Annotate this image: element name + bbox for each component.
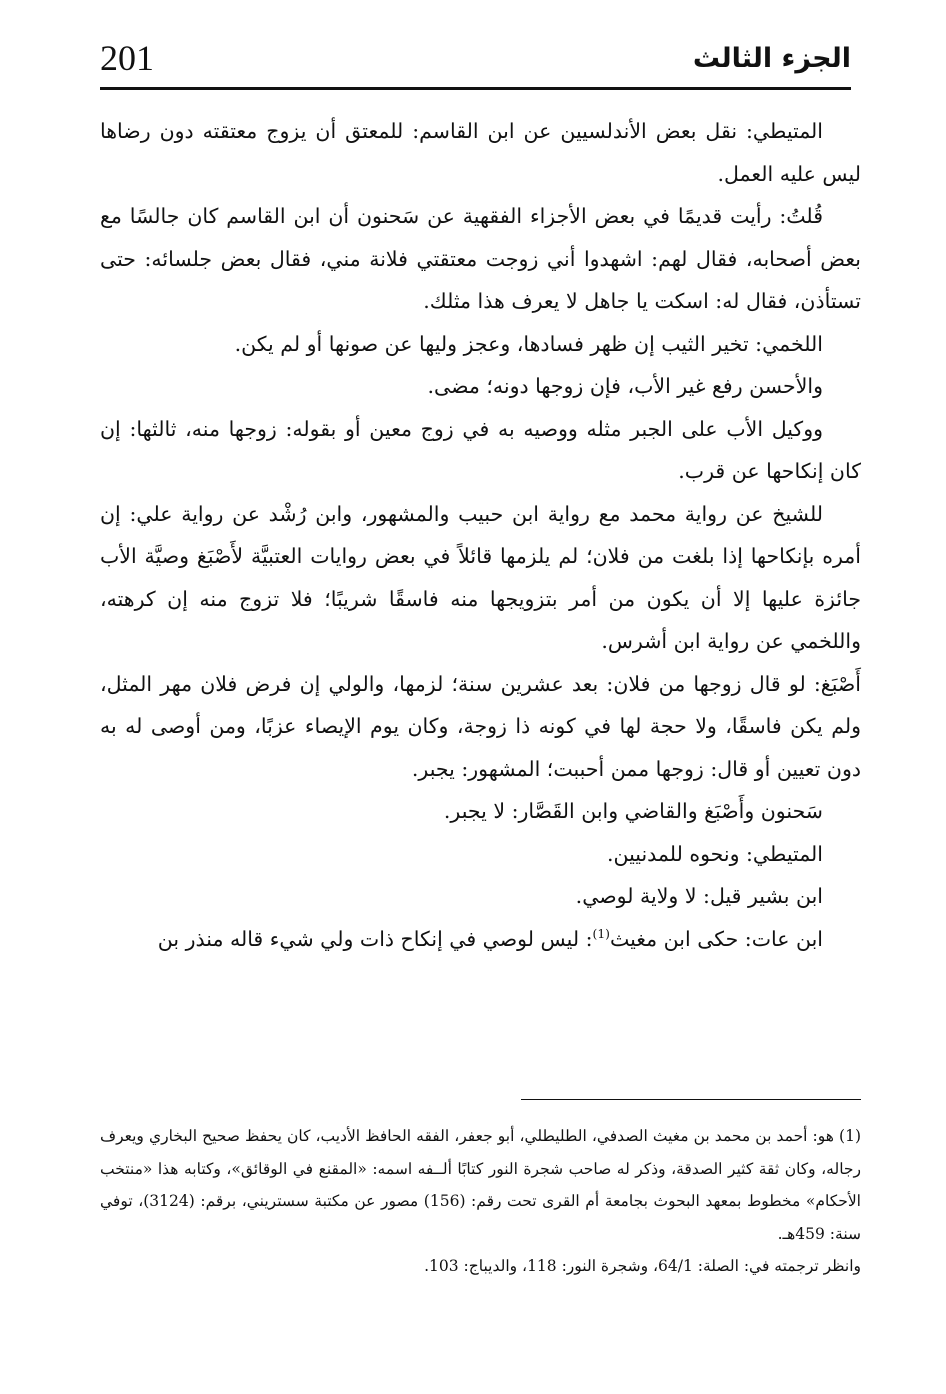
footnotes: [100, 1120, 861, 1283]
paragraph-11-start: ابن عات: حكى ابن مغيث: [609, 926, 823, 951]
paragraph-7: أَصْبَغ: لو قال زوجها من فلان: بعد عشرين سنة؛ لزمها، والولي إن فرض فلان مهر المثل، ولم يكن فاسقًا، ولا حجة لها في كونه ذا زوجة، وكان يوم الإيصاء عزبًا، ومن أوصى له به دون تعيين أو قال: زوجها ممن أحببت؛ المشهور: يجبر.: [100, 671, 861, 781]
footnote-1: (1) هو: أحمد بن محمد بن مغيث الصدفي، الطليطلي، أبو جعفر، الفقه الحافظ الأديب، كان يحفظ صحيح البخاري ويعرف رجاله، وكان ثقة كثير الصدقة، وذكر له صاحب شجرة النور كتابًا ألــفه اسمه: «المقنع في الوقائق»، وكتابه هذا «منتخب الأحكام» مخطوط بمعهد البحوث بجامعة أم القرى تحت رقم: (156) مصور عن مكتبة سستريني، برقم: (3124)، توفي سنة: 459هـ.: [100, 1127, 861, 1243]
footnote-separator: [521, 1099, 861, 1100]
paragraph-5: ووكيل الأب على الجبر مثله ووصيه به في زوج معين أو بقوله: زوجها منه، ثالثها: إن كان إنكاحها عن قرب.: [100, 416, 861, 483]
paragraph-3: اللخمي: تخير الثيب إن ظهر فسادها، وعجز وليها عن صونها أو لم يكن.: [234, 331, 823, 356]
header-rule: [100, 87, 851, 90]
paragraph-9: المتيطي: ونحوه للمدنيين.: [606, 841, 823, 866]
footnote-reference[interactable]: (1): [592, 926, 610, 941]
page-number: 201: [100, 38, 154, 78]
paragraph-8: سَحنون وأَصْبَغ والقاضي وابن القَصَّار: لا يجبر.: [443, 799, 823, 823]
page-header: [100, 36, 851, 90]
paragraph-6: للشيخ عن رواية محمد مع رواية ابن حبيب والمشهور، وابن رُشْد عن رواية علي: إن أمره بإنكاحها إذا بلغت من فلان؛ لم يلزمها قائلاً في بعض روايات العتبيَّة لأَصْبَغ وصيَّة الأب جائزة عليها إلا أن يكون من أمر بتزويجها منه فاسقًا شريبًا؛ فلا تزوج منه إن كرهته، واللخمي عن رواية ابن أشرس.: [100, 501, 861, 653]
paragraph-10: ابن بشير قيل: لا ولاية لوصي.: [575, 884, 823, 908]
main-text: [100, 110, 861, 960]
paragraph-1: المتيطي: نقل بعض الأندلسيين عن ابن القاسم: للمعتق أن يزوج معتقته دون رضاها ليس عليه العمل.: [100, 119, 861, 186]
paragraph-2: قُلتُ: رأيت قديمًا في بعض الأجزاء الفقهية عن سَحنون أن ابن القاسم كان جالسًا مع بعض أصحابه، فقال لهم: اشهدوا أني زوجت معتقتي فلانة مني، فقال بعض جلسائه: حتى تستأذن، فقال له: اسكت يا جاهل لا يعرف هذا مثلك.: [100, 204, 861, 313]
paragraph-11: [100, 918, 861, 961]
running-head: الجزء الثالث: [692, 43, 851, 74]
footnote-1-references: وانظر ترجمته في: الصلة: 64/1، وشجرة النور: 118، والديباج: 103.: [424, 1257, 861, 1275]
paragraph-11-end: : ليس لوصي في إنكاح ذات ولي شيء قاله منذر بن: [157, 926, 593, 951]
paragraph-4: والأحسن رفع غير الأب، فإن زوجها دونه؛ مضى.: [427, 374, 823, 398]
